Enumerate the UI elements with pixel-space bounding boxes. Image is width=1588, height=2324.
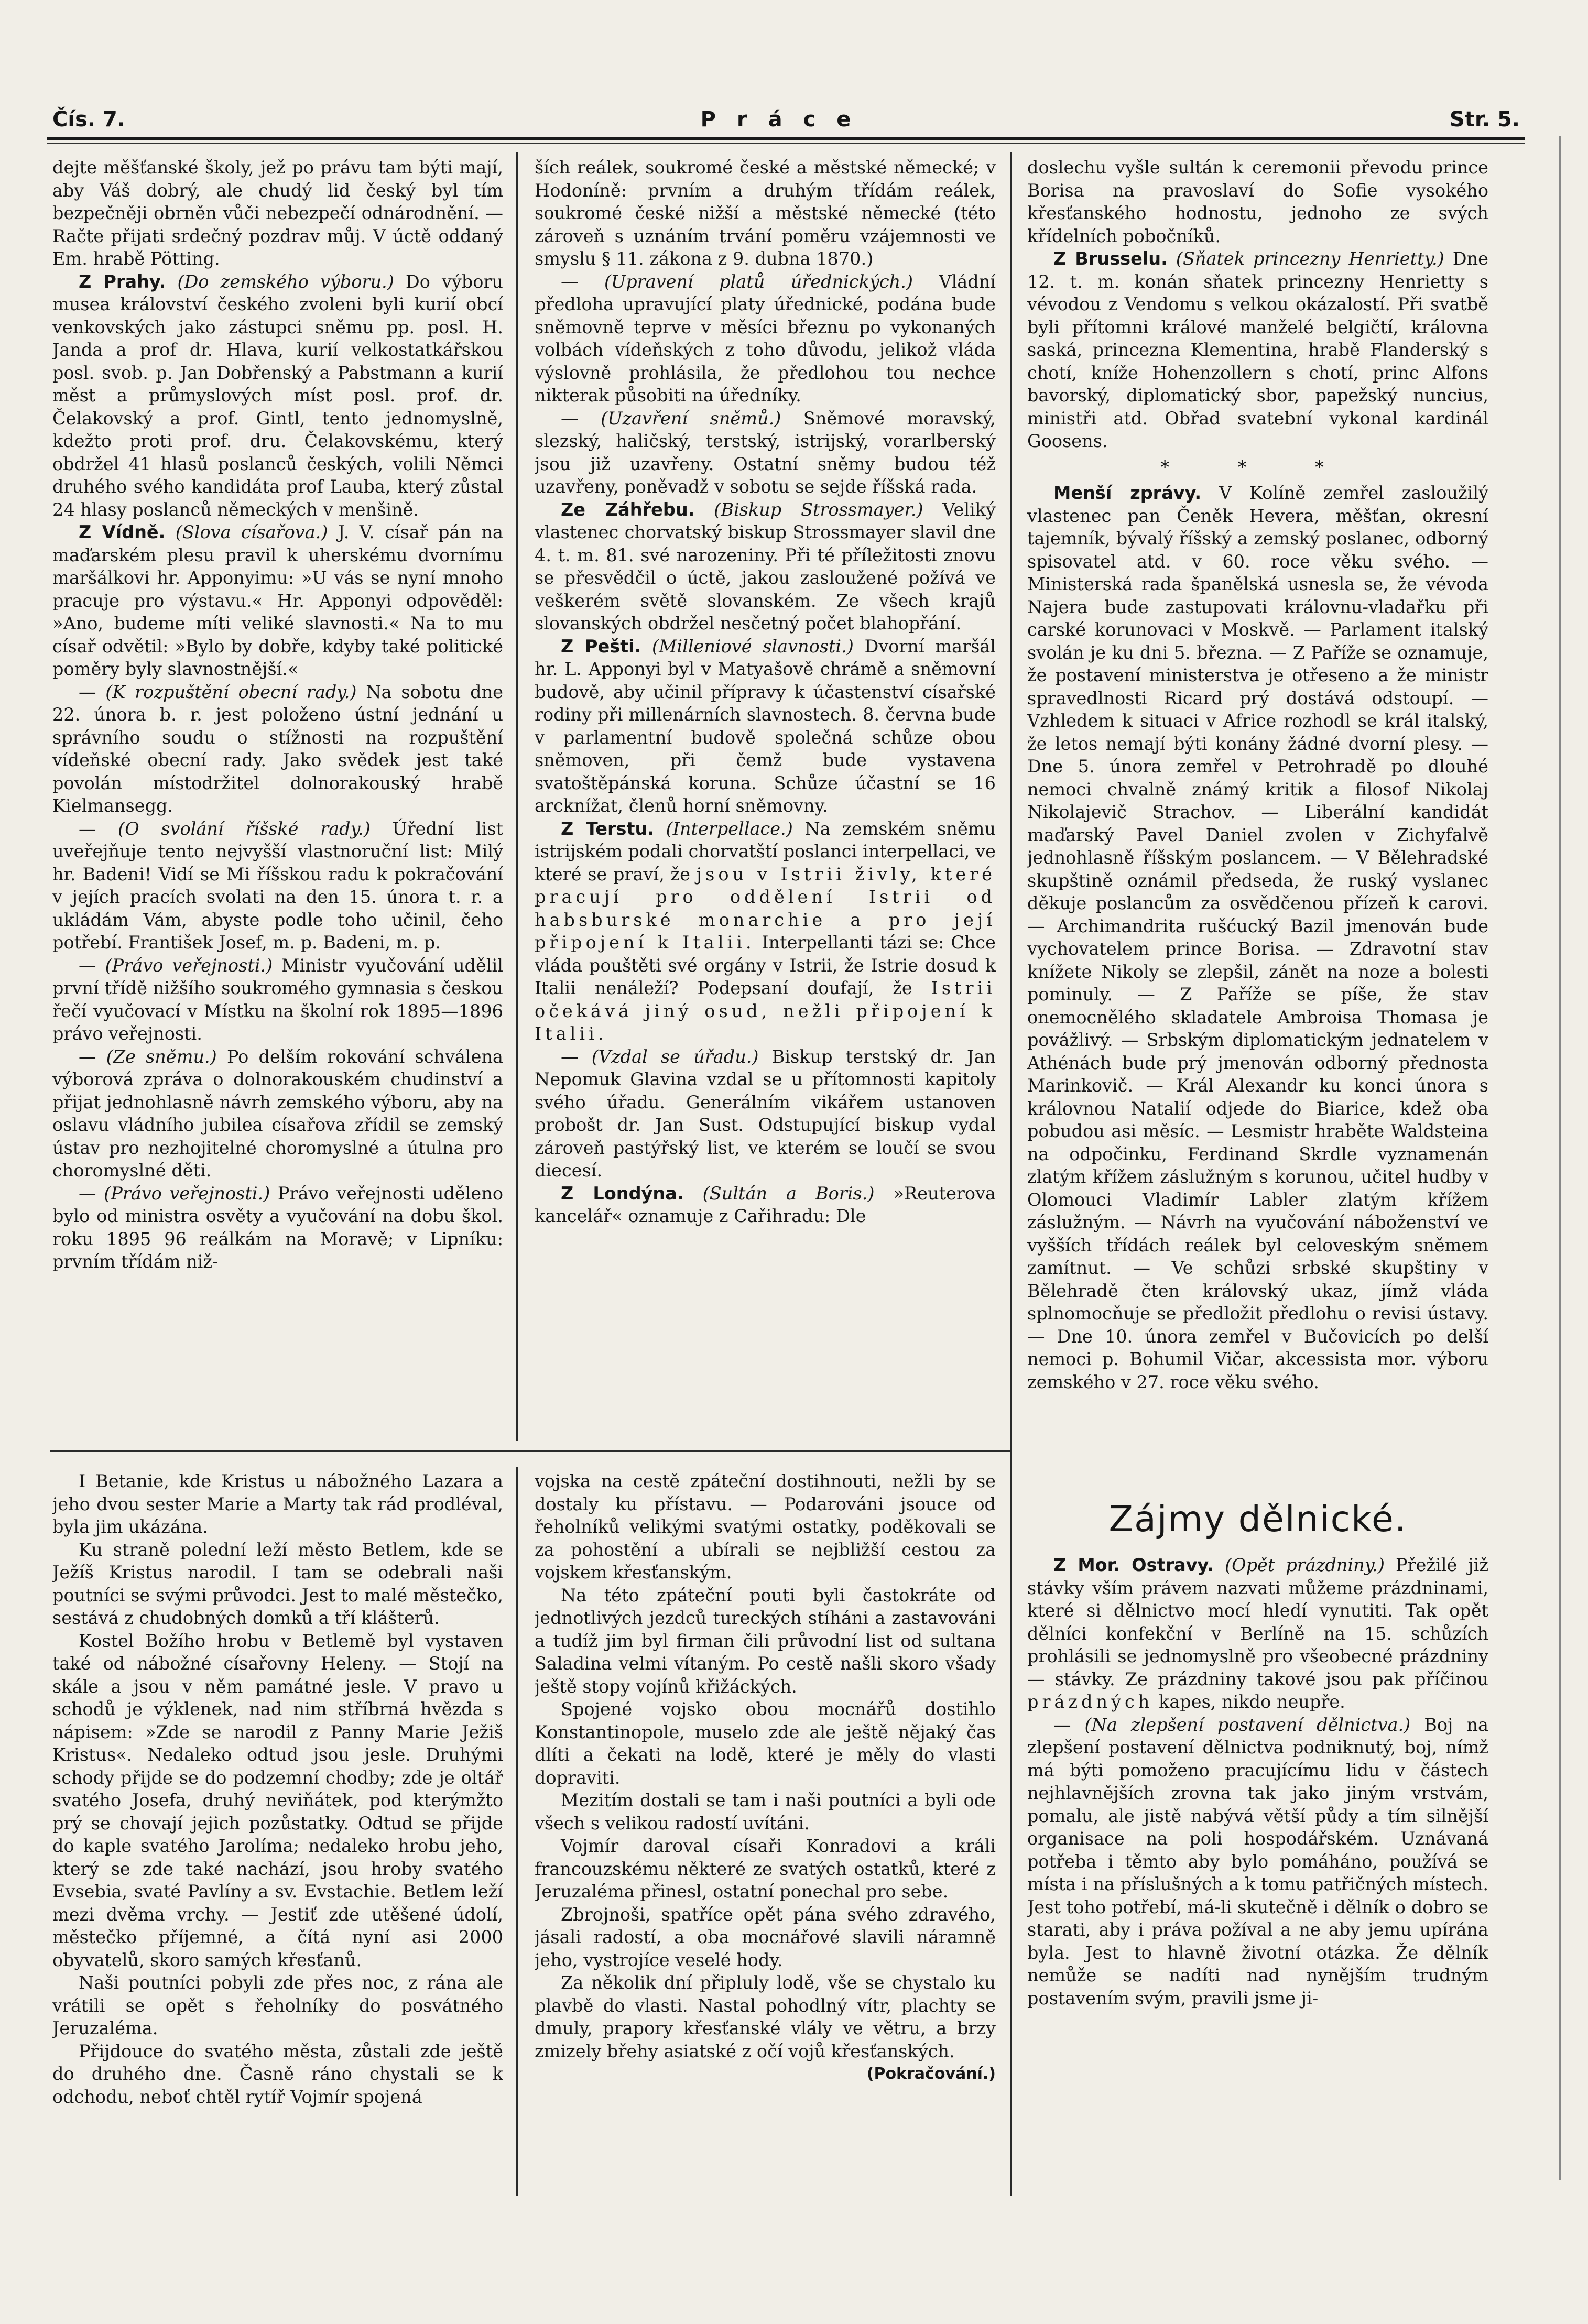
feuilleton-paragraph: vojska na cestě zpáteční dostihnouti, nežli by se dostaly ku přístavu. — Podarováni jsouce od řeholníků velikými svatými ostatky, poděkovali se za pohostění a ubírali se nejbližší cestou za vojskem křesťanským. (535, 1471, 996, 1583)
article-title: (Právo veřejnosti.) (105, 955, 273, 976)
feuilleton-paragraph: I Betanie, kde Kristus u nábožného Lazara a jeho dvou sester Marie a Marty tak rád prodléval, byla jim ukázána. (52, 1471, 503, 1537)
news-column-3 (1027, 156, 1488, 1435)
feuilleton-paragraph: Spojené vojsko obou mocnářů dostihlo Konstantinopole, muselo zde ale ještě nějaký čas dlíti a čekati na lodě, které je měly do vlasti dopraviti. (535, 1699, 996, 1788)
article-text: Po delším rokování schválena výborová zpráva o dolnorakouském chudinství a přijat jednohlasně návrh zemského výboru, aby na oslavu vládního jubilea císařova zřídil se zemský ústav pro nezhojitelné choromyslné a útulna pro choromyslné děti. (52, 1046, 503, 1181)
article-text: Dne 12. t. m. konán sňatek princezny Henrietty s vévodou z Vendomu s velkou okázalostí. Při svatbě byli přítomni králové manželé belgičtí, královna saská, princezna Klementina, hrabě Flanderský s chotí, kníže Hohenzollern s chotí, princ Alfons bavorský, diplomatický sbor, papežský nuncius, ministři atd. Obřad svatební vykonal kardinál Goosens. (1027, 248, 1488, 451)
page-edge-line (1559, 136, 1561, 2180)
article-london (535, 1182, 996, 1228)
article-text: Na sobotu dne 22. února b. r. jest položeno ústní jednání u správního soudu o stížnosti na rozpuštění vídeňské obecní rady. Jako svědek jest také povolán místodržitel dolnorakouský hrabě Kielmansegg. (52, 681, 503, 816)
article-vienna (52, 521, 503, 681)
article-title: (Ze sněmu.) (106, 1046, 217, 1067)
article-brussels (1027, 247, 1488, 453)
feuilleton-paragraph: Na této zpáteční pouti byli častokráte od jednotlivých jezdců tureckých stíháni a zastavováni a tudíž jim byl firman čili průvodní list od sultana Saladina velmi vítaným. Po cestě našli skoro všady ještě stopy vojínů křižáckých. (535, 1585, 996, 1697)
issue-number: Čís. 7. (52, 107, 126, 132)
article-text: Na zemském sněmu istrijském podali chorvatští poslanci interpellaci, ve které se praví, že (535, 818, 996, 885)
article-paragraph: ších reálek, soukromé české a městské německé; v Hodoníně: prvním a druhým třídám reálek, soukromé české nižší a městské německé (této zároveň s uznáním trvání poměru vzájemnosti ve smyslu § 11. zákona z 9. dubna 1870.) (535, 157, 996, 269)
section-separator-stars: * * * (1160, 456, 1355, 477)
article-title: (Interpellace.) (666, 818, 793, 839)
article-diet: — (Ze sněmu.) Po delším rokování schválena výborová zpráva o dolnorakouském chudinství a přijat jednohlasně návrh zemského výboru, aby na oslavu vládního jubilea císařova zřídil se zemský ústav pro nezhojitelné choromyslné a útulna pro choromyslné děti. (52, 1046, 503, 1181)
continuation-note: (Pokračování.) (866, 2065, 996, 2083)
labour-section (1027, 1470, 1488, 2196)
article-text: Přežilé již stávky vším právem nazvati můžeme prázdninami, které si dělnictvo mocí hledí vynutiti. Tak opět dělníci konfekční v Berlíně na 15. schůzích prohlásili se jednomyslně pro všeobecné prázdniny — stávky. Ze prázdniny takové jsou pak příčinou (1027, 1555, 1488, 1689)
article-public-right-1: — (Právo veřejnosti.) Ministr vyučování udělil první třídě nižšího soukromého gymnasia s českou řečí vyučovací v Místku na školní rok 1895—1896 právo veřejnosti. (52, 955, 503, 1044)
article-title: (O svolání říšské rady.) (118, 818, 371, 839)
article-title: (Na zlepšení postavení dělnictva.) (1084, 1714, 1411, 1735)
column-divider-2 (1010, 152, 1012, 2196)
article-resigned: — (Vzdal se úřadu.) Biskup terstský dr. Jan Nepomuk Glavina vzdal se u přítomnosti kapitoly svého úřadu. Generálním vikářem ustanoven probošt dr. Jan Sust. Odstupující biskup vydal zároveň pastýřský list, ve kterém se loučí se svou diecesí. (535, 1046, 996, 1181)
spaced-emphasis: prázdných (1027, 1692, 1154, 1712)
article-title: (K rozpuštění obecní rady.) (105, 681, 357, 702)
article-brief-news (1027, 482, 1488, 1393)
article-text: Úřední list uveřejňuje tento nejvyšší vlastnoruční list: Milý hr. Badeni! Vidí se Mi říšskou radu k pokračování v jejích pracích svolati na den 15. února t. r. a ukládám Vám, abyste podle toho učinil, čeho potřebí. František Josef, m. p. Badeni, m. p. (52, 818, 503, 953)
article-text: Biskup terstský dr. Jan Nepomuk Glavina vzdal se u přítomnosti kapitoly svého úřadu. Generálním vikářem ustanoven probošt dr. Jan Sust. Odstupující biskup vydal zároveň pastýřský list, ve kterém se loučí se svou diecesí. (535, 1046, 996, 1181)
article-text: Sněmové moravský, slezský, haličský, terstský, istrijský, vorarlberský jsou již uzavřeny. Ostatní sněmy budou též uzavřeny, poněvadž v sobotu se sejde říšská rada. (535, 408, 996, 497)
dateline: Z Vídně. (79, 522, 166, 542)
article-zagreb (535, 498, 996, 635)
header-rule-thin (47, 143, 1525, 144)
article-title: (Milleniové slavnosti.) (652, 636, 854, 657)
feuilleton-paragraph: Vojmír daroval císaři Konradovi a králi francouzskému některé ze svatých ostatků, které z Jeruzaléma přinesl, ostatní ponechal pro sebe. (535, 1836, 996, 1902)
article-text: Vládní předloha upravující platy úřednické, podána bude sněmovně teprve v měsíci březnu po vykonaných volbách vídeňských z toho důvodu, jelikož vláda výslovně prohlásila, že předlohou tou nechce nikterak působiti na úředníky. (535, 271, 996, 406)
article-text: »Reuterova kancelář« oznamuje z Cařihradu: Dle (535, 1183, 996, 1226)
header-rule (47, 137, 1525, 140)
news-column-2 (535, 156, 996, 1435)
article-paragraph: doslechu vyšle sultán k ceremonii převodu prince Borisa na pravoslaví do Sofie vysokého křesťanského hodnostu, jednoho ze svých křídelních pobočníků. (1027, 157, 1488, 246)
article-workers: — (Na zlepšení postavení dělnictva.) Boj na zlepšení postavení dělnictva podniknutý, boj, nímž má býti pomoženo pracujícímu lidu v částech nejhlavnějších zrovna tak jako jiným vrstvám, pomalu, ale jistě nabývá větší půdy a tím silnější organisace na poli hospodářském. Uznávaná potřeba i těmto aby bylo pomáháno, používá se místa i na příslušných a k tomu patřičných místech. Jest toho potřebí, má-li skutečně i dělník o dobro se starati, aby i práva požíval a ne aby jemu upírána byla. Jest to hlavně životní otázka. Že dělník nemůže se nadíti nad nynějším trudným postavením svým, pravili jsme ji- (1027, 1714, 1488, 2009)
news-column-1 (52, 156, 503, 1435)
article-trieste (535, 817, 996, 1045)
article-title: (Biskup Strossmayer.) (714, 499, 923, 520)
article-text: Veliký vlastenec chorvatský biskup Strossmayer slavil dne 4. t. m. 81. své narozeniny. Při té příležitosti znovu se přesvědčil o úctě, jakou zasloužené požívá ve veškerém světě slovanském. Ze všech krajů slovanských obdržel nesčetný počet blahopřání. (535, 499, 996, 634)
spaced-emphasis: Istrii očekává jiný osud, nežli připojení k Italii. (535, 978, 996, 1044)
dateline: Z Pešti. (561, 636, 641, 657)
article-paragraph: dejte měšťanské školy, jež po právu tam býti mají, aby Váš dobrý, ale chudý lid český byl tím bezpečněji obrněn vůči nebezpečí odnárodnění. — Račte přijati srdečný pozdrav můj. V úctě oddaný Em. hrabě Pötting. (52, 157, 503, 269)
dateline: Z Londýna. (561, 1183, 684, 1204)
article-prague (52, 270, 503, 521)
article-title: (Opět prázdniny.) (1225, 1555, 1385, 1575)
newspaper-title: Práce (700, 107, 872, 132)
feuilleton-column-2 (535, 1470, 996, 2196)
feuilleton-column-1 (52, 1470, 503, 2196)
article-text: Ministr vyučování udělil první třídě nižšího soukromého gymnasia s českou řečí vyučovací v Místku na školní rok 1895—1896 právo veřejnosti. (52, 955, 503, 1044)
dateline: Z Prahy. (79, 271, 166, 292)
article-pest (535, 635, 996, 817)
article-reichsrat: — (O svolání říšské rady.) Úřední list uveřejňuje tento nejvyšší vlastnoruční list: Milý hr. Badeni! Vidí se Mi říšskou radu k pokračování v jejích pracích svolati na den 15. února t. r. a ukládám Vám, abyste podle toho učinil, čeho potřebí. František Josef, m. p. Badeni, m. p. (52, 818, 503, 953)
article-public-right-2: — (Právo veřejnosti.) Právo veřejnosti uděleno bylo od ministra osvěty a vyučování na dobu škol. roku 1895 96 reálkám na Moravě; v Lipníku: prvním třídám niž- (52, 1183, 503, 1272)
article-title: (Uzavření sněmů.) (601, 408, 781, 429)
article-dissolution: — (K rozpuštění obecní rady.) Na sobotu dne 22. února b. r. jest položeno ústní jednání u správního soudu o stížnosti na rozpuštění vídeňské obecní rady. Jako svědek jest také povolán místodržitel dolnorakouský hrabě Kielmansegg. (52, 681, 503, 816)
article-title: (Upravení platů úřednických.) (604, 271, 913, 292)
dateline: Ze Záhřebu. (561, 499, 695, 520)
dateline: Z Mor. Ostravy. (1053, 1555, 1214, 1575)
article-text: Interpellanti tázi se: Chce vláda pouštěti své orgány v Istrii, že Istrie dosud k Italii nenáleží? Podepsaní doufají, že (535, 932, 996, 998)
article-text: Právo veřejnosti uděleno bylo od ministra osvěty a vyučování na dobu škol. roku 1895 96 reálkám na Moravě; v Lipníku: prvním třídám niž- (52, 1183, 503, 1272)
article-title: (Slova císařova.) (175, 522, 328, 542)
article-text: Dvorní maršál hr. L. Apponyi byl v Matyašově chrámě a sněmovní budově, aby učinil přípravy k účastenství císařské rodiny při millenárních slavnostech. 8. června bude v parlamentní budově společná schůze obou sněmoven, při čemž bude vystavena svatoštěpánská koruna. Schůze účastní se 16 arcknížat, členů horní sněmovny. (535, 636, 996, 816)
article-title: (Sňatek princezny Henrietty.) (1176, 248, 1444, 269)
article-title: (Do zemského výboru.) (177, 271, 394, 292)
column-divider-1 (516, 152, 518, 1441)
dateline: Z Terstu. (561, 818, 655, 839)
article-text: Do výboru musea království českého zvoleni byli kurií obcí venkovských jako zástupci sněmu pp. posl. H. Janda a prof dr. Hlava, kurií velkostatkářskou posl. svob. p. Jan Dobřenský a Pabstmann a kurií měst a průmyslových míst posl. prof. dr. Čelakovský a prof. Gintl, tento jednomyslně, kdežto proti prof. dru. Čelakovskému, který obdržel 41 hlasů poslanců českých, volili Němci druhého svého kandidáta prof Lauba, který zůstal 24 hlasy poslanců německých v menšině. (52, 271, 503, 520)
article-title: (Vzdal se úřadu.) (591, 1046, 759, 1067)
article-title: (Sultán a Boris.) (702, 1183, 875, 1204)
column-divider-3 (516, 1467, 518, 2196)
article-text: J. V. císař pán na maďarském plesu pravil k uherskému dvornímu maršálkovi hr. Apponyimu: »U vás se nyní mnoho pracuje pro výstavu.« Hr. Apponyi odpověděl: »Ano, budeme míti veliké slavnosti.« Na to mu císař odvětil: »Bylo by dobře, kdyby také politické poměry byly slavnostnější.« (52, 522, 503, 679)
feuilleton-paragraph: Naši poutníci pobyli zde přes noc, z rána ale vrátili se opět s řeholníky do posvátného Jeruzaléma. (52, 1972, 503, 2038)
feuilleton-rule (50, 1450, 1011, 1452)
dateline: Z Brusselu. (1053, 248, 1168, 269)
feuilleton-paragraph: Kostel Božího hrobu v Betlemě byl vystaven také od nábožné císařovny Heleny. — Stojí na skále a jsou v něm památné jesle. V pravo u schodů je výklenek, nad nim stříbrná hvězda s nápisem: »Zde se narodil z Panny Marie Ježiš Kristus«. Nedaleko odtud jsou jesle. Druhými schody přijde se do podzemní chodby; zde je oltář svatého Josefa, druhý neviňátek, pod kterýmžto prý se chovají jejich pozůstatky. Odtud se přijde do kaple svatého Jarolíma; nedaleko hrobu jeho, který se zde také nachází, jsou hroby svatého Evsebia, svaté Pavlíny a sv. Evstachie. Betlem leží mezi dvěma vrchy. — Jestiť zde utěšené údolí, městečko příjemné, a čítá nyní asi 2000 obyvatelů, skoro samých křesťanů. (52, 1630, 503, 1970)
article-diets-closed: — (Uzavření sněmů.) Sněmové moravský, slezský, haličský, terstský, istrijský, vorarlberský jsou již uzavřeny. Ostatní sněmy budou též uzavřeny, poněvadž v sobotu se sejde říšská rada. (535, 408, 996, 497)
feuilleton-paragraph: Ku straně polední leží město Betlem, kde se Ježíš Kristus narodil. I tam se odebrali naši poutníci se svými průvodci. Jest to malé městečko, sestává z chudobných domků a tří klášterů. (52, 1539, 503, 1628)
article-salaries: — (Upravení platů úřednických.) Vládní předloha upravující platy úřednické, podána bude sněmovně teprve v měsíci březnu po vykonaných volbách vídeňských z toho důvodu, jelikož vláda výslovně prohlásila, že předlohou tou nechce nikterak působiti na úředníky. (535, 271, 996, 406)
spaced-emphasis: jsou v Istrii živly, které pracují pro oddělení Istrii od habsburské monarchie a pro její připojení k Italii. (535, 864, 996, 953)
article-title: (Právo veřejnosti.) (104, 1183, 270, 1204)
article-text: V Kolíně zemřel zasloužilý vlastenec pan Čeněk Hevera, měšťan, okresní tajemník, bývalý říšský a zemský poslanec, odborný spisovatel atd. v 60. roce věku svého. — Ministerská rada španělská usnesla se, že vévoda Najera bude zastupovati královnu-vladařku při carské korunovaci v Moskvě. — Parlament italský svolán je ku dni 5. března. — Z Paříže se oznamuje, že postavení ministerstva je otřeseno a že ministr spravedlnosti Ricard prý dostává odstoupí. — Vzhledem k situaci v Africe rozhodl se král italský, že letos nemají býti konány žádné dvorní plesy. — Dne 5. února zemřel v Petrohradě po dlouhé nemoci chvalně známý kritik a filosof Nikolaj Nikolajevič Strachov. — Liberální kandidát maďarský Pavel Daniel zvolen v Zichyfalvě jednohlasně říšským poslancem. — V Bělehradské skupštině oznámil předseda, že ruský vyslanec děkuje poslancům za osvědčenou přízeň k carovi. — Archimandrita rušćucký Bazil jmenován bude vychovatelem prince Borisa. — Zdravotní stav knížete Nikoly se zlepšil, zánět na noze a bolesti pominuly. — Z Paříže se píše, že stav onemocnělého skladatele Ambroisa Thomasa je povážlivý. — Srbským diplomatickým jednatelem v Athénách bude prý jmenován odborný přednosta Marinkovič. — Král Alexandr ku konci února s královnou Natalií odjede do Biarice, kdež oba pobudou asi měsíc. — Lesmistr hraběte Waldsteina na odpočinku, Ferdinand Skrdle vyznamenán zlatým křížem záslužným s korunou, učitel hudby v Olomouci Vladimír Labler zlatým křížem záslužným. — Návrh na vyučování náboženství ve vyšších třídách reálek byl celoveským sněmem zamítnut. — Ve schůzi srbské skupštiny v Bělehradě čten královský ukaz, jímž vláda splnomocňuje se předložit předlohu o revisi ústavy. — Dne 10. února zemřel v Bučovicích po delší nemoci p. Bohumil Vičar, akcessista mor. výboru zemského v 27. roce věku svého. (1027, 483, 1488, 1392)
section-title: Zájmy dělnické. (1108, 1499, 1407, 1540)
article-text: kapes, nikdo neupře. (1153, 1692, 1345, 1712)
feuilleton-paragraph: Za několik dní připluly lodě, vše se chystalo ku plavbě do vlasti. Nastal pohodlný vítr, plachty se dmuly, prapory křesťanské vlály ve větru, a brzy zmizely břehy asiatské z očí vojů křesťanských. (535, 1972, 996, 2061)
dateline: Menší zprávy. (1053, 483, 1202, 503)
feuilleton-paragraph: Mezitím dostali se tam i naši poutníci a byli ode všech s velikou radostí uvítáni. (535, 1790, 996, 1834)
feuilleton-paragraph: Zbrojnoši, spatříce opět pána svého zdravého, jásali radostí, a oba mocnářové slavili náramně jeho, vystrojíce veselé hody. (535, 1904, 996, 1970)
feuilleton-paragraph: Přijdouce do svatého města, zůstali zde ještě do druhého dne. Časně ráno chystali se k odchodu, neboť chtěl rytíř Vojmír spojená (52, 2041, 503, 2107)
article-ostrava (1027, 1554, 1488, 1714)
page-number: Str. 5. (1449, 107, 1520, 132)
article-text: Boj na zlepšení postavení dělnictva podniknutý, boj, nímž má býti pomoženo pracujícímu lidu v částech nejhlavnějších zrovna tak jako jiným vrstvám, pomalu, ale jistě nabývá větší půdy a tím silnější organisace na poli hospodářském. Uznávaná potřeba i těmto aby bylo pomáháno, používá se místa i na příslušných a k tomu patřičných místech. Jest toho potřebí, má-li skutečně i dělník o dobro se starati, aby i práva požíval a ne aby jemu upírána byla. Jest to hlavně životní otázka. Že dělník nemůže se nadíti nad nynějším trudným postavením svým, pravili jsme ji- (1027, 1714, 1488, 2009)
